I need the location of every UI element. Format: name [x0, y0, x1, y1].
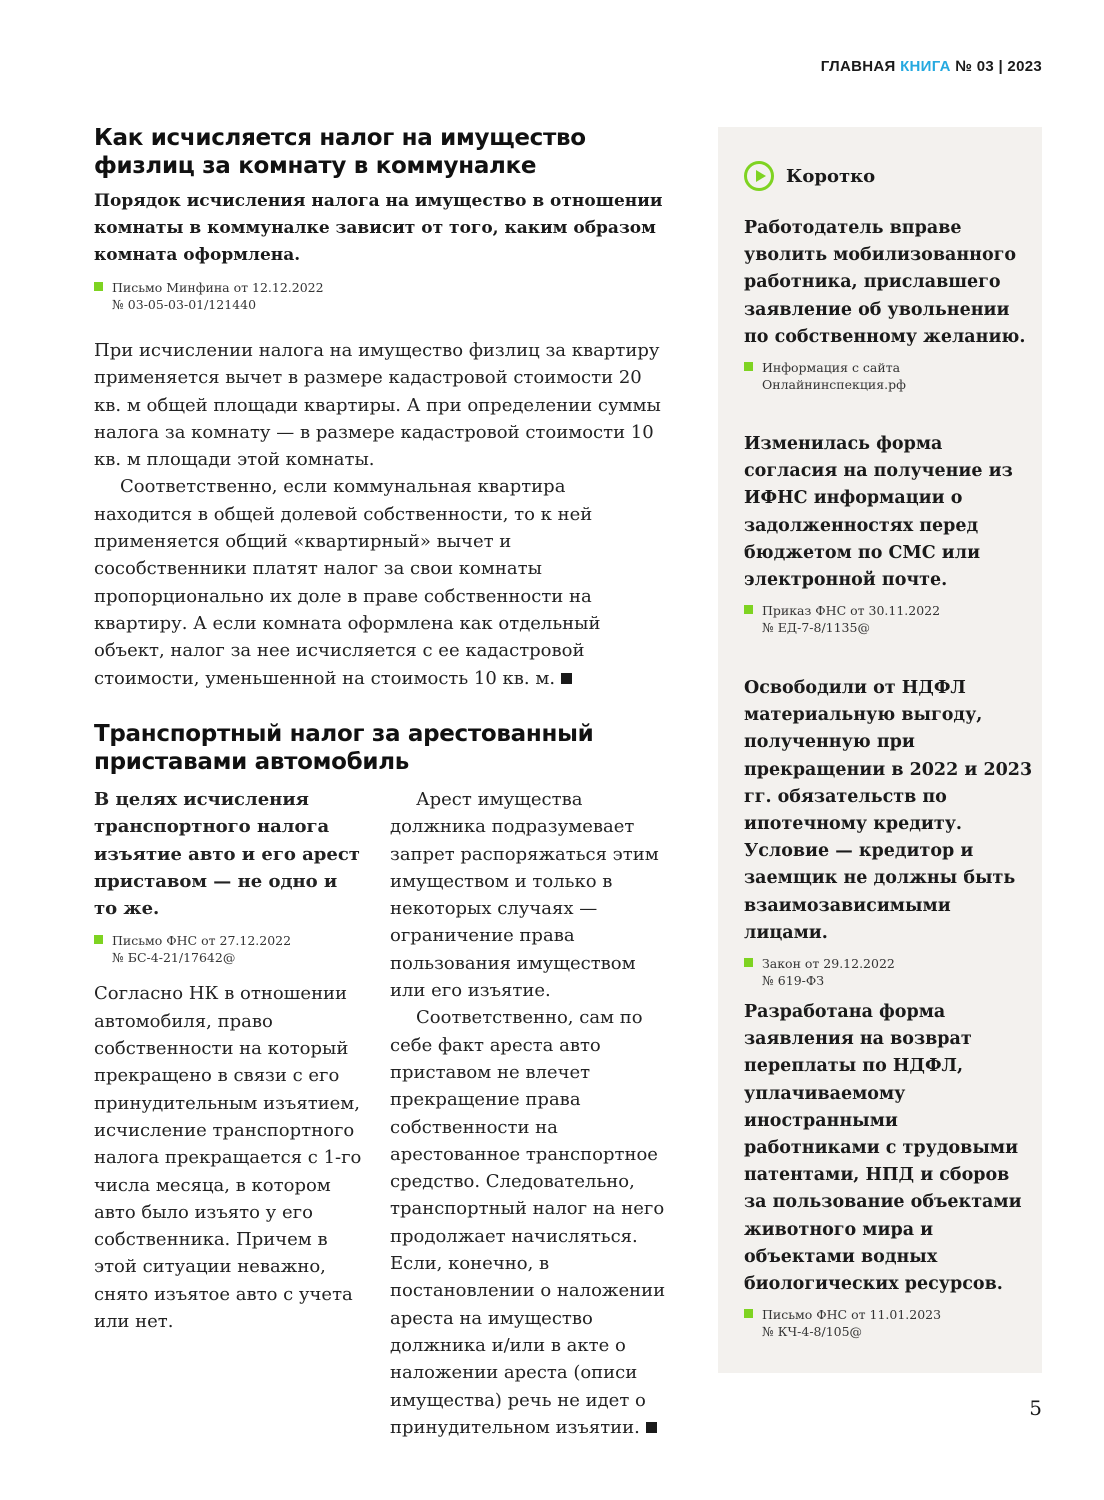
source-marker-icon: [744, 605, 753, 614]
end-mark-icon: [561, 673, 572, 684]
source-line: Закон от 29.12.2022: [762, 956, 895, 972]
page-number: 5: [1029, 1396, 1042, 1420]
news-item: [744, 431, 1034, 636]
news-source: [744, 602, 1034, 636]
news-source: [744, 1306, 1034, 1340]
header-magazine-name: ГЛАВНАЯ: [820, 58, 896, 75]
article-title: Транспортный налог за арестованный приставами автомобиль: [94, 721, 594, 775]
article-body: [94, 337, 664, 692]
source-line: № БС-4-21/17642@: [112, 950, 236, 966]
source-line: Письмо ФНС от 27.12.2022: [112, 933, 292, 949]
source-marker-icon: [744, 958, 753, 967]
news-item: [744, 675, 1034, 989]
paragraph: Согласно НК в отношении автомобиля, право собственности на который прекращено в связи с его принудительным изъятием, исчисление транспортного налога прекращается с 1-го числа месяца, в котором авто было изъято у его собственника. Причем в этой ситуации неважно, снято изъятое авто с учета или нет.: [94, 983, 362, 1333]
article-lead: Порядок исчисления налога на имущество в отношении комнаты в коммуналке зависит от того, каким образом комната оформлена.: [94, 191, 663, 265]
source-line: Письмо ФНС от 11.01.2023: [762, 1307, 942, 1323]
source-marker-icon: [744, 1309, 753, 1318]
source-line: № КЧ-4-8/105@: [762, 1324, 863, 1340]
news-text: Изменилась форма согласия на получение из ИФНС информации о задолженностях перед бюджетом по СМС или электронной почте.: [744, 434, 1013, 591]
news-item: [744, 999, 1034, 1340]
paragraph-text: Соответственно, сам по себе факт ареста авто приставом не влечет прекращение права собственности на арестованное транспортное средство. Следовательно, транспортный налог на него продолжает начисляться. Если, конечно, в постановлении о наложении ареста на имущество должника и/или в акте о наложении ареста (описи имущества) речь не идет о принудительном изъятии.: [390, 1007, 666, 1438]
source-marker-icon: [744, 362, 753, 371]
column-body: [94, 980, 364, 1335]
header-issue: № 03 | 2023: [955, 58, 1042, 75]
source-line: № 619-ФЗ: [762, 973, 825, 989]
article-property-tax: [94, 124, 664, 692]
article-source: [94, 932, 364, 966]
source-line: Информация с сайта: [762, 360, 901, 376]
play-icon: [744, 161, 774, 191]
paragraph: [390, 1004, 670, 1441]
news-sidebar: [718, 127, 1042, 1373]
column-left: [94, 786, 364, 1335]
article-lead: В целях исчисления транспортного налога изъятие авто и его арест приставом — не одно и то же.: [94, 789, 360, 920]
news-source: [744, 359, 1034, 393]
news-text: Разработана форма заявления на возврат переплаты по НДФЛ, уплачиваемому иностранными работниками с трудовыми патентами, НПД и сборов за пользование объектами животного мира и объектами водных биологических ресурсов.: [744, 1002, 1022, 1295]
paragraph: При исчислении налога на имущество физлиц за квартиру применяется вычет в размере кадастровой стоимости 20 кв. м общей площади квартиры. А при определении суммы налога за комнату — в размере кадастровой стоимости 10 кв. м площади этой комнаты.: [94, 340, 661, 471]
news-text: Работодатель вправе уволить мобилизованного работника, приславшего заявление об увольнении по собственному желанию.: [744, 218, 1026, 347]
source-line: Онлайнинспекция.рф: [762, 377, 906, 393]
source-line: Письмо Минфина от 12.12.2022: [112, 280, 324, 295]
header-magazine-name-accent: КНИГА: [900, 58, 951, 75]
source-line: Приказ ФНС от 30.11.2022: [762, 603, 941, 619]
article-title: Как исчисляется налог на имущество физлиц за комнату в коммуналке: [94, 125, 586, 179]
sidebar-title: Коротко: [786, 165, 876, 187]
source-marker-icon: [94, 935, 103, 944]
page-header: [821, 58, 1042, 75]
article-transport-tax: [94, 720, 674, 776]
sidebar-header: [744, 157, 875, 195]
column-right: [390, 786, 670, 1441]
news-item: [744, 215, 1034, 393]
news-text: Освободили от НДФЛ материальную выгоду, полученную при прекращении в 2022 и 2023 гг. обязательств по ипотечному кредиту. Условие — кредитор и заемщик не должны быть взаимозависимыми лицами.: [744, 678, 1033, 943]
article-source: [94, 279, 664, 313]
source-marker-icon: [94, 282, 103, 291]
source-line: № 03-05-03-01/121440: [112, 297, 257, 312]
news-source: [744, 955, 1034, 989]
paragraph: [94, 473, 664, 691]
end-mark-icon: [646, 1422, 657, 1433]
paragraph: Арест имущества должника подразумевает запрет распоряжаться этим имуществом и только в некоторых случаях — ограничение права пользования имуществом или его изъятие.: [390, 789, 659, 1002]
source-line: № ЕД-7-8/1135@: [762, 620, 870, 636]
paragraph-text: Соответственно, если коммунальная квартира находится в общей долевой собственности, то к ней применяется общий «квартирный» вычет и сособственники платят налог за свои комнаты пропорционально их доле в праве собственности на квартиру. А если комната оформлена как отдельный объект, налог за нее исчисляется с ее кадастровой стоимости, уменьшенной на стоимость 10 кв. м.: [94, 476, 601, 689]
